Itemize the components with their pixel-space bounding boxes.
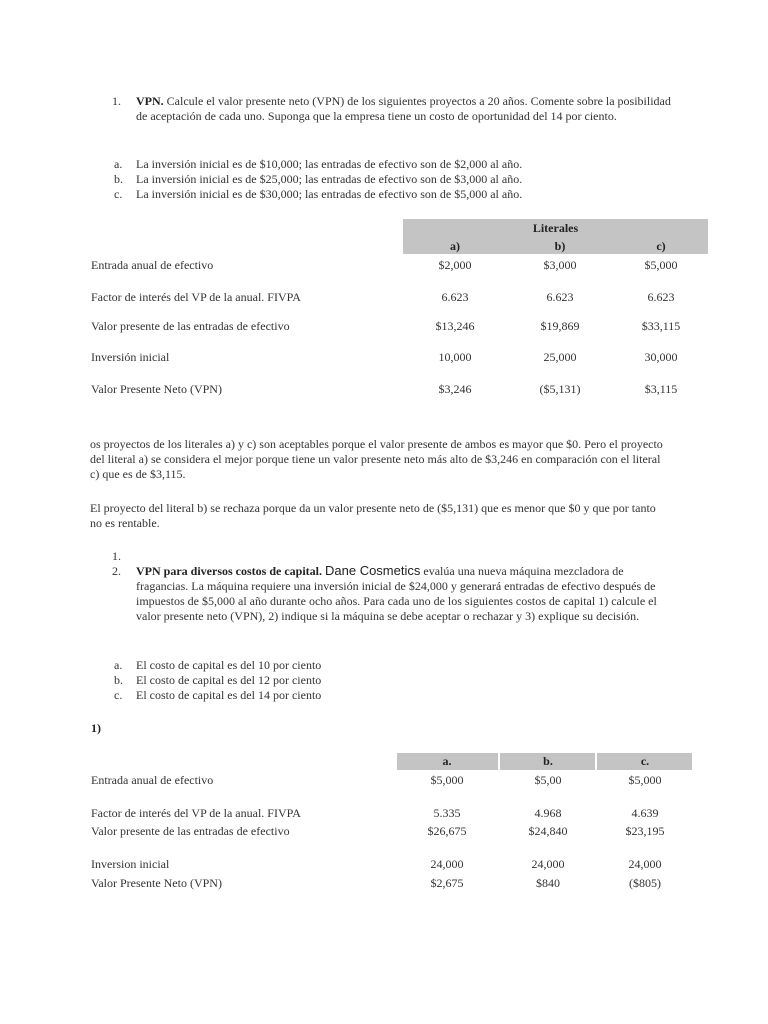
table1-cell: $3,115 [644, 382, 678, 396]
table1-col-header: c) [656, 239, 666, 253]
table2-row-label: Valor Presente Neto (VPN) [91, 876, 222, 890]
q2-item-text: El costo de capital es del 12 por ciento [136, 673, 322, 687]
table1-cell: 10,000 [438, 350, 472, 364]
q1-text: Calcule el valor presente neto (VPN) de los siguientes proyectos a 20 años. Comente sobre la posibilidad de aceptación de cada uno. Suponga que la empresa tiene un costo de oportunidad del 14 por ciento. [136, 94, 671, 123]
q2-empty-number: 1. [112, 549, 121, 563]
section-subheading: 1) [91, 721, 101, 735]
q1-item-letter: a. [114, 157, 123, 171]
table2-col-header: b. [543, 754, 553, 768]
q1-item-letter: c. [114, 187, 123, 201]
table2-cell: 4.639 [631, 806, 659, 820]
table1-row-label: Entrada anual de efectivo [91, 258, 214, 272]
q1-title: VPN. [136, 94, 164, 108]
table1-row-label: Valor presente de las entradas de efectivo [91, 319, 290, 333]
table1-cell: $5,000 [644, 258, 678, 272]
q1-item-letter: b. [114, 172, 123, 186]
q2-title: VPN para diversos costos de capital. [136, 564, 322, 578]
table2-cell: 24,000 [628, 857, 662, 871]
table2-col-header: c. [640, 754, 650, 768]
table1-cell: $13,246 [435, 319, 475, 333]
table1-cell: 30,000 [644, 350, 678, 364]
table1-cell: 25,000 [543, 350, 577, 364]
table1-group-header: Literales [532, 221, 579, 235]
table2-cell: $26,675 [427, 824, 467, 838]
table2-cell: $5,000 [628, 773, 662, 787]
q2-item-text: El costo de capital es del 14 por ciento [136, 688, 322, 702]
table2-cell: $5,000 [430, 773, 464, 787]
table1-cell: 6.623 [441, 290, 469, 304]
q1-paragraph [136, 94, 676, 124]
q1-item-text: La inversión inicial es de $30,000; las entradas de efectivo son de $5,000 al año. [136, 187, 523, 201]
table2-cell: 4.968 [534, 806, 562, 820]
table2-cell: $24,840 [528, 824, 568, 838]
table2-row-label: Entrada anual de efectivo [91, 773, 214, 787]
table1-cell: ($5,131) [539, 382, 581, 396]
table2-cell: $5,00 [534, 773, 562, 787]
table1-row-label: Inversión inicial [91, 350, 170, 364]
table1-row-label: Factor de interés del VP de la anual. FIVPA [91, 290, 301, 304]
table1-row-label: Valor Presente Neto (VPN) [91, 382, 222, 396]
table2-row-label: Valor presente de las entradas de efectivo [91, 824, 290, 838]
table1-col-header: b) [554, 239, 566, 253]
q2-number: 2. [112, 564, 121, 578]
table2-row-label: Factor de interés del VP de la anual. FIVPA [91, 806, 301, 820]
table1-cell: 6.623 [647, 290, 675, 304]
table2-cell: $23,195 [625, 824, 665, 838]
table1-cell: $2,000 [438, 258, 472, 272]
q2-item-letter: a. [114, 658, 123, 672]
conclusion-paragraph-1: os proyectos de los literales a) y c) son aceptables porque el valor presente de ambos es mayor que $0. Pero el proyecto del literal a) se considera el mejor porque tiene un valor presente neto más alto de $3,246 en comparación con el literal c) que es de $3,115. [90, 437, 663, 481]
table1-cell: $33,115 [641, 319, 681, 333]
table2-cell: $2,675 [430, 876, 464, 890]
q2-item-letter: b. [114, 673, 123, 687]
table2-col-header: a. [442, 754, 452, 768]
table2-cell: 24,000 [531, 857, 565, 871]
q2-text-first: evalúa una nueva máquina mezcladora de [423, 564, 624, 578]
table2-cell: ($805) [629, 876, 661, 890]
q1-item-text: La inversión inicial es de $25,000; las entradas de efectivo son de $3,000 al año. [136, 172, 523, 186]
q2-company: Dane Cosmetics [325, 563, 421, 578]
table1-cell: $19,869 [540, 319, 580, 333]
q2-paragraph [136, 563, 676, 624]
table1-col-header: a) [450, 239, 460, 253]
table1-cell: $3,000 [543, 258, 577, 272]
table2-cell: 24,000 [430, 857, 464, 871]
table1-cell: $3,246 [438, 382, 472, 396]
table2-row-label: Inversion inicial [91, 857, 170, 871]
table1-cell: 6.623 [546, 290, 574, 304]
q2-text-rest: fragancias. La máquina requiere una inversión inicial de $24,000 y generará entradas de efectivo después de impuestos de $5,000 al año durante ocho años. Para cada uno de los siguientes costos de capital 1) calcule el valor presente neto (VPN), 2) indique si la máquina se debe aceptar o rechazar y 3) explique su decisión. [136, 579, 657, 623]
q2-item-letter: c. [114, 688, 123, 702]
conclusion-paragraph-2: El proyecto del literal b) se rechaza porque da un valor presente neto de ($5,131) que es menor que $0 y que por tanto no es rentable. [90, 501, 656, 530]
q1-item-text: La inversión inicial es de $10,000; las entradas de efectivo son de $2,000 al año. [136, 157, 523, 171]
table2-cell: $840 [536, 876, 560, 890]
q2-item-text: El costo de capital es del 10 por ciento [136, 658, 322, 672]
table2-cell: 5.335 [433, 806, 461, 820]
q1-number: 1. [112, 94, 121, 108]
